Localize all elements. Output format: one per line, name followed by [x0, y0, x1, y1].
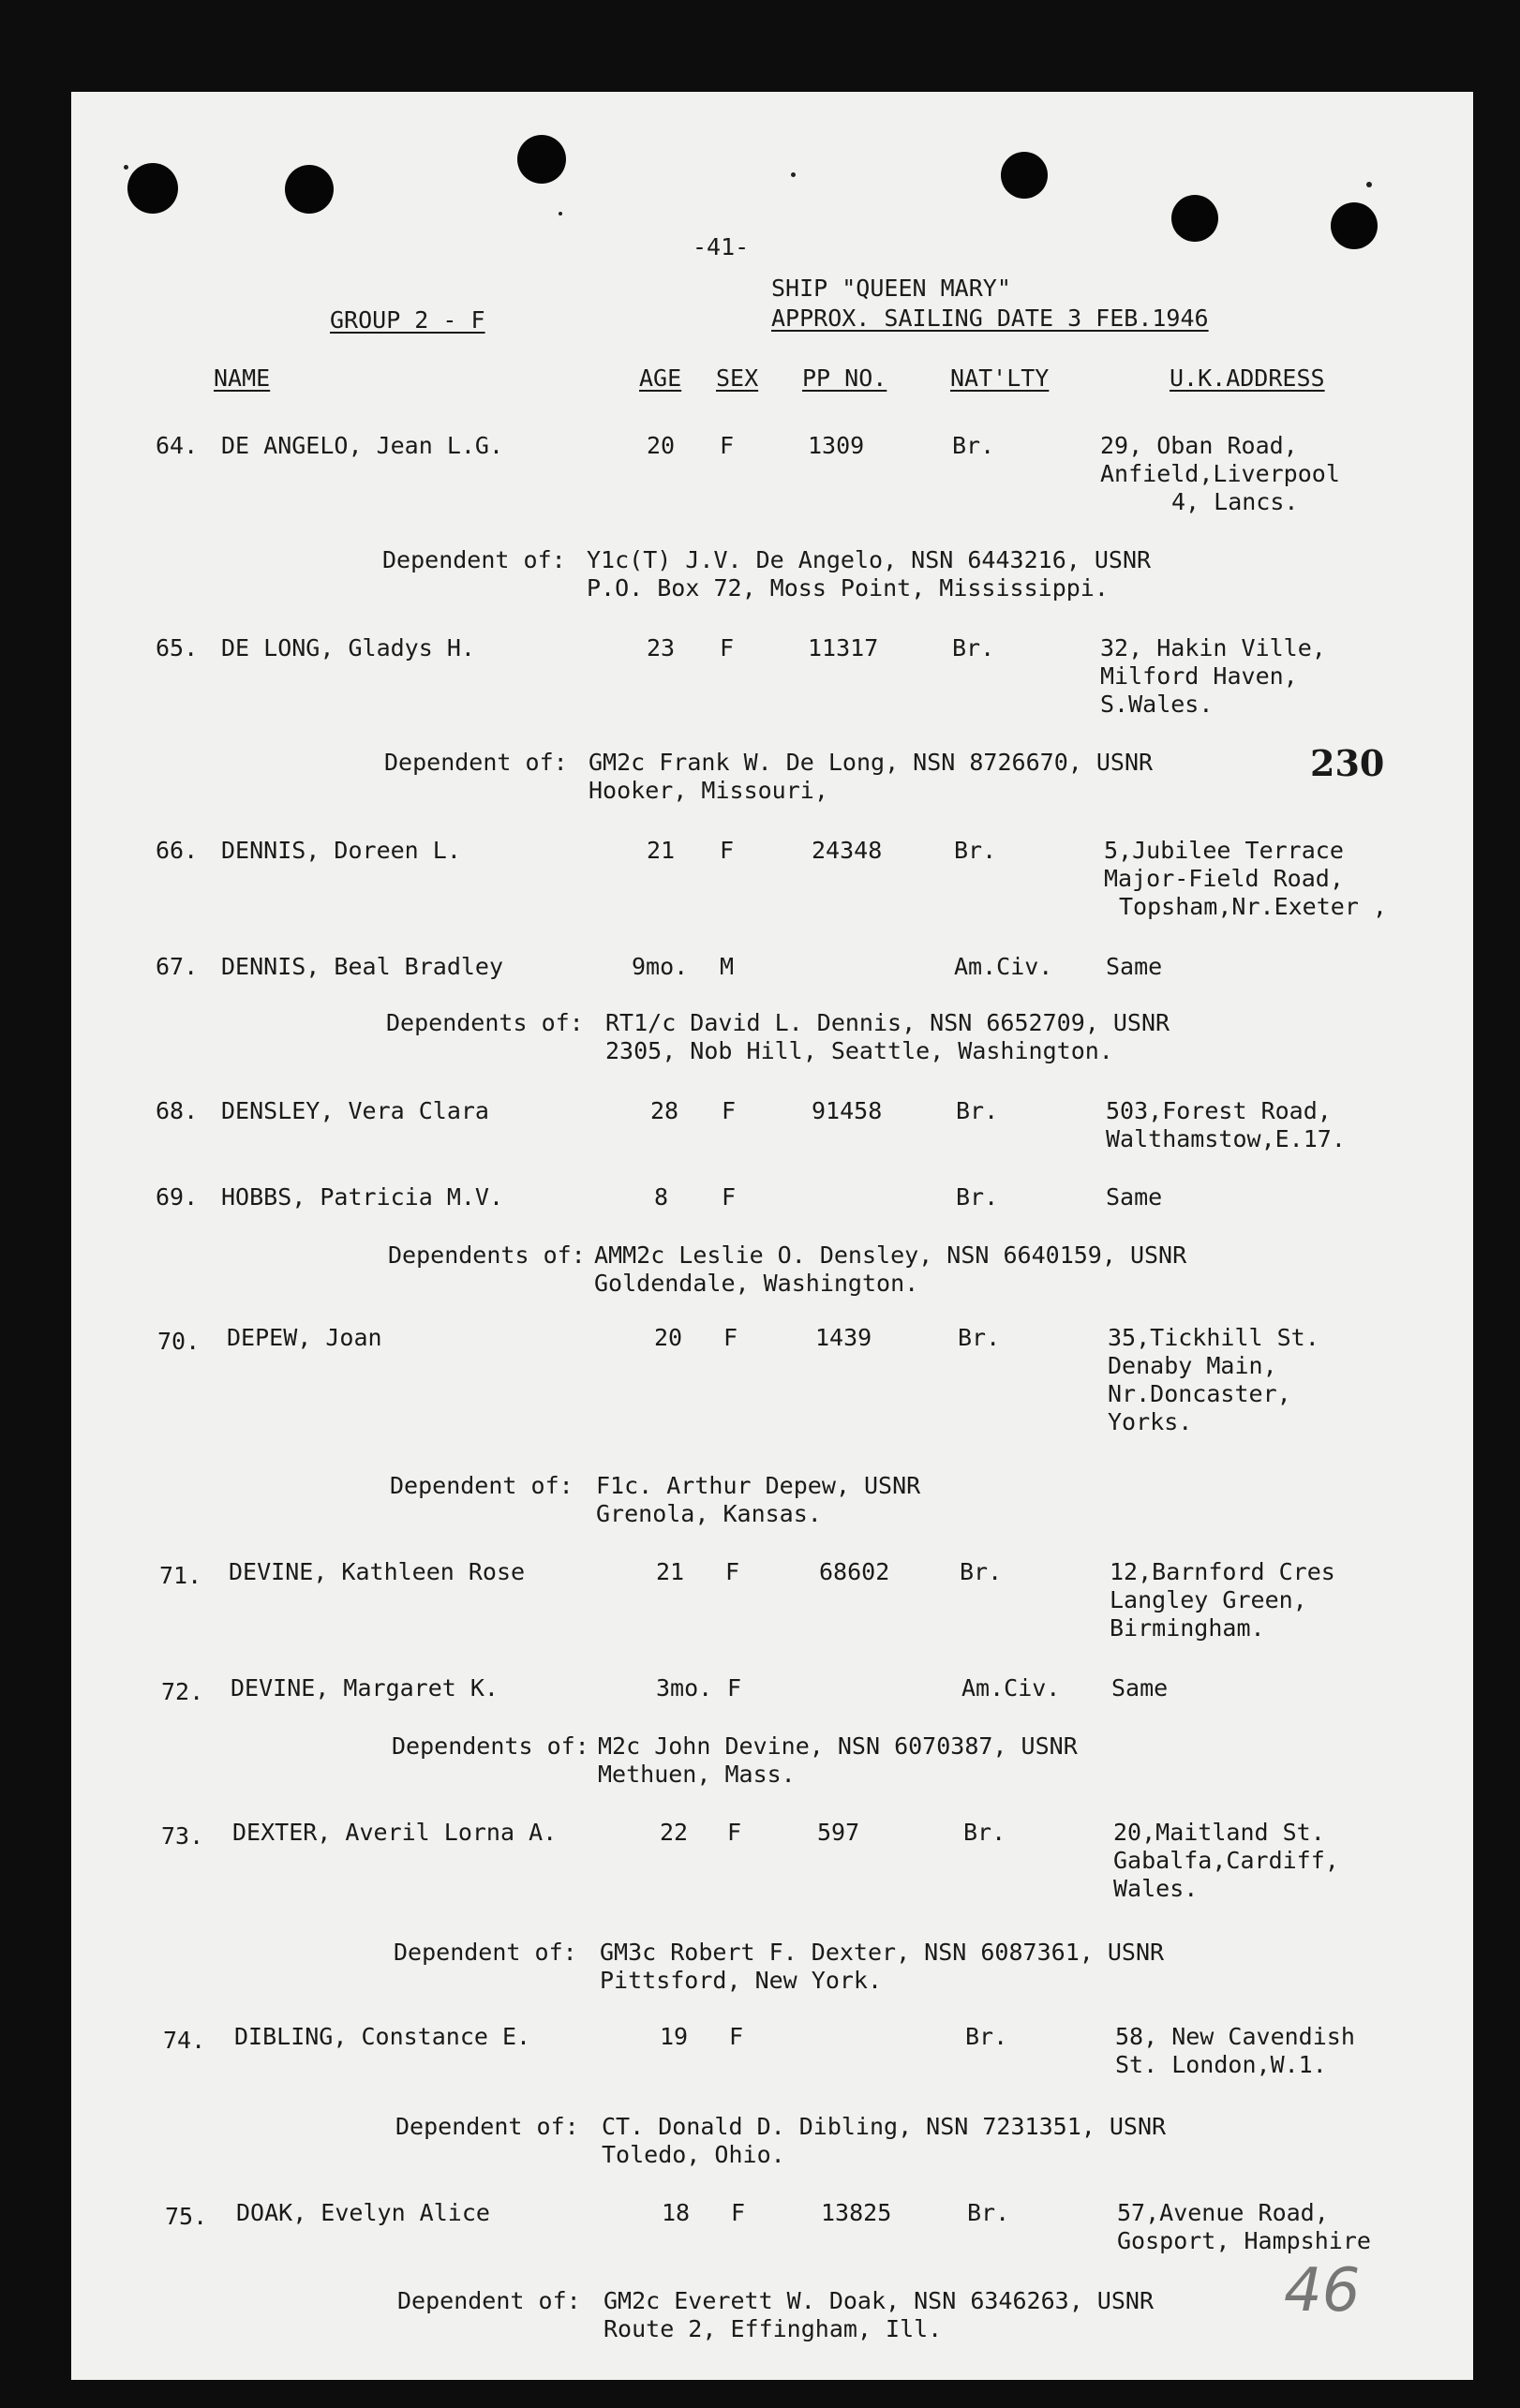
dependent-line: 2305, Nob Hill, Seattle, Washington.	[605, 1037, 1113, 1064]
dependent-line: GM3c Robert F. Dexter, NSN 6087361, USNR	[600, 1939, 1165, 1966]
dependent-label: Dependent of:	[390, 1472, 574, 1499]
dependent-label: Dependent of:	[397, 2287, 581, 2314]
uk-address-line: 5,Jubilee Terrace	[1104, 837, 1344, 864]
passenger-name: DENSLEY, Vera Clara	[221, 1097, 489, 1124]
uk-address-line: Nr.Doncaster,	[1108, 1380, 1291, 1407]
entry-number: 71.	[159, 1562, 202, 1589]
passenger-sex: F	[729, 2023, 744, 2050]
passport-number: 597	[817, 1819, 860, 1846]
passenger-age: 22	[660, 1819, 689, 1846]
passenger-sex: F	[720, 634, 735, 661]
uk-address-line: St. London,W.1.	[1115, 2051, 1327, 2078]
passenger-sex: F	[727, 1674, 742, 1702]
uk-address-line: Same	[1106, 1183, 1163, 1211]
passenger-sex: F	[725, 1558, 740, 1585]
column-header-sex: SEX	[716, 364, 759, 392]
nationality: Br.	[960, 1558, 1003, 1585]
passenger-sex: F	[722, 1097, 737, 1124]
uk-address-line: Birmingham.	[1110, 1614, 1265, 1642]
document-page	[71, 92, 1473, 2380]
passenger-age: 21	[647, 837, 676, 864]
passenger-name: DENNIS, Doreen L.	[221, 837, 461, 864]
uk-address-line: Anfield,Liverpool	[1100, 460, 1340, 487]
passenger-sex: F	[727, 1819, 742, 1846]
punch-hole	[1001, 152, 1048, 199]
passenger-name: DEXTER, Averil Lorna A.	[232, 1819, 558, 1846]
entry-number: 72.	[161, 1678, 204, 1705]
dependent-label: Dependent of:	[384, 749, 568, 776]
group-label: GROUP 2 - F	[330, 306, 485, 334]
column-header-age: AGE	[639, 364, 682, 392]
dependent-line: GM2c Everett W. Doak, NSN 6346263, USNR	[604, 2287, 1154, 2314]
passenger-sex: M	[720, 953, 735, 980]
uk-address-line: Denaby Main,	[1108, 1352, 1277, 1379]
uk-address-line: Same	[1106, 953, 1163, 980]
dependent-line: M2c John Devine, NSN 6070387, USNR	[598, 1732, 1078, 1760]
passenger-sex: F	[720, 432, 735, 459]
nationality: Br.	[956, 1097, 999, 1124]
page-number: -41-	[693, 233, 750, 260]
entry-number: 64.	[156, 432, 199, 459]
dependent-line: RT1/c David L. Dennis, NSN 6652709, USNR	[605, 1009, 1170, 1036]
entry-number: 73.	[161, 1822, 204, 1850]
dependent-line: P.O. Box 72, Moss Point, Mississippi.	[587, 574, 1109, 602]
passenger-age: 9mo.	[632, 953, 689, 980]
uk-address-line: Topsham,Nr.Exeter ,	[1119, 893, 1387, 920]
entry-number: 70.	[157, 1328, 201, 1355]
uk-address-line: Langley Green,	[1110, 1586, 1307, 1613]
passport-number: 11317	[808, 634, 879, 661]
passenger-sex: F	[731, 2199, 746, 2226]
nationality: Br.	[956, 1183, 999, 1211]
passenger-name: DEVINE, Kathleen Rose	[229, 1558, 526, 1585]
passenger-age: 20	[654, 1324, 683, 1351]
handwritten-number: 46	[1284, 2256, 1361, 2326]
nationality: Br.	[963, 1819, 1006, 1846]
uk-address-line: 35,Tickhill St.	[1108, 1324, 1319, 1351]
uk-address-line: Major-Field Road,	[1104, 865, 1344, 892]
dependent-label: Dependents of:	[388, 1241, 586, 1269]
dependent-line: Methuen, Mass.	[598, 1761, 796, 1788]
dependent-label: Dependent of:	[395, 2113, 579, 2140]
passenger-sex: F	[723, 1324, 738, 1351]
column-header-nationality: NAT'LTY	[950, 364, 1050, 392]
sailing-date: APPROX. SAILING DATE 3 FEB.1946	[771, 305, 1209, 332]
uk-address-line: Same	[1111, 1674, 1169, 1702]
uk-address-line: 32, Hakin Ville,	[1100, 634, 1326, 661]
dependent-line: Pittsford, New York.	[600, 1967, 883, 1994]
passenger-age: 19	[660, 2023, 689, 2050]
uk-address-line: Milford Haven,	[1100, 662, 1298, 690]
entry-number: 68.	[156, 1097, 199, 1124]
uk-address-line: 503,Forest Road,	[1106, 1097, 1332, 1124]
passport-number: 24348	[812, 837, 883, 864]
uk-address-line: 20,Maitland St.	[1113, 1819, 1325, 1846]
uk-address-line: 57,Avenue Road,	[1117, 2199, 1329, 2226]
entry-number: 74.	[163, 2027, 206, 2054]
dependent-line: CT. Donald D. Dibling, NSN 7231351, USNR	[602, 2113, 1167, 2140]
speck	[1366, 182, 1372, 187]
dependent-line: Route 2, Effingham, Ill.	[604, 2315, 943, 2342]
uk-address-line: Gabalfa,Cardiff,	[1113, 1847, 1339, 1874]
dependent-line: AMM2c Leslie O. Densley, NSN 6640159, USNR	[594, 1241, 1187, 1269]
dependent-line: Y1c(T) J.V. De Angelo, NSN 6443216, USNR	[587, 546, 1152, 573]
dependent-label: Dependents of:	[392, 1732, 589, 1760]
entry-number: 65.	[156, 634, 199, 661]
punch-hole	[285, 165, 334, 214]
ship-name: SHIP "QUEEN MARY"	[771, 275, 1011, 302]
column-header-name: NAME	[214, 364, 271, 392]
passenger-age: 21	[656, 1558, 685, 1585]
uk-address-line: 4, Lancs.	[1171, 488, 1299, 515]
nationality: Br.	[952, 634, 995, 661]
speck	[791, 172, 796, 177]
passenger-sex: F	[720, 837, 735, 864]
dependent-line: Goldendale, Washington.	[594, 1270, 919, 1297]
punch-hole	[127, 163, 178, 214]
uk-address-line: Wales.	[1113, 1875, 1199, 1902]
uk-address-line: Yorks.	[1108, 1408, 1193, 1435]
dependent-line: Grenola, Kansas.	[596, 1500, 822, 1527]
nationality: Br.	[954, 837, 997, 864]
passenger-age: 28	[650, 1097, 679, 1124]
uk-address-line: 29, Oban Road,	[1100, 432, 1298, 459]
stamp-number: 230	[1310, 742, 1385, 784]
passenger-age: 23	[647, 634, 676, 661]
entry-number: 69.	[156, 1183, 199, 1211]
uk-address-line: Walthamstow,E.17.	[1106, 1125, 1346, 1152]
nationality: Am.Civ.	[961, 1674, 1061, 1702]
passenger-name: DEPEW, Joan	[227, 1324, 382, 1351]
entry-number: 66.	[156, 837, 199, 864]
passport-number: 91458	[812, 1097, 883, 1124]
passport-number: 68602	[819, 1558, 890, 1585]
dependent-line: F1c. Arthur Depew, USNR	[596, 1472, 921, 1499]
dependent-line: GM2c Frank W. De Long, NSN 8726670, USNR	[589, 749, 1154, 776]
passport-number: 13825	[821, 2199, 892, 2226]
entry-number: 75.	[165, 2203, 208, 2230]
dependent-line: Toledo, Ohio.	[602, 2141, 785, 2168]
nationality: Br.	[952, 432, 995, 459]
punch-hole	[1171, 195, 1218, 242]
passenger-name: DIBLING, Constance E.	[234, 2023, 531, 2050]
entry-number: 67.	[156, 953, 199, 980]
speck	[124, 165, 128, 170]
passenger-age: 20	[647, 432, 676, 459]
dependent-label: Dependent of:	[382, 546, 566, 573]
passenger-age: 18	[662, 2199, 691, 2226]
passport-number: 1439	[815, 1324, 872, 1351]
punch-hole	[1331, 202, 1378, 249]
passenger-name: DEVINE, Margaret K.	[231, 1674, 499, 1702]
speck	[559, 212, 562, 216]
uk-address-line: 12,Barnford Cres	[1110, 1558, 1335, 1585]
passenger-name: DE ANGELO, Jean L.G.	[221, 432, 504, 459]
passenger-age: 3mo.	[656, 1674, 713, 1702]
uk-address-line: S.Wales.	[1100, 691, 1214, 718]
nationality: Br.	[967, 2199, 1010, 2226]
passport-number: 1309	[808, 432, 865, 459]
column-header-uk-address: U.K.ADDRESS	[1170, 364, 1325, 392]
punch-hole	[517, 135, 566, 184]
dependent-line: Hooker, Missouri,	[589, 777, 828, 804]
nationality: Br.	[965, 2023, 1008, 2050]
uk-address-line: Gosport, Hampshire	[1117, 2227, 1371, 2254]
passenger-age: 8	[654, 1183, 669, 1211]
column-header-pp-no: PP NO.	[802, 364, 887, 392]
dependent-label: Dependent of:	[394, 1939, 577, 1966]
passenger-name: HOBBS, Patricia M.V.	[221, 1183, 504, 1211]
passenger-sex: F	[722, 1183, 737, 1211]
uk-address-line: 58, New Cavendish	[1115, 2023, 1355, 2050]
passenger-name: DOAK, Evelyn Alice	[236, 2199, 490, 2226]
passenger-name: DENNIS, Beal Bradley	[221, 953, 504, 980]
nationality: Am.Civ.	[954, 953, 1053, 980]
dependent-label: Dependents of:	[386, 1009, 584, 1036]
passenger-name: DE LONG, Gladys H.	[221, 634, 475, 661]
nationality: Br.	[958, 1324, 1001, 1351]
